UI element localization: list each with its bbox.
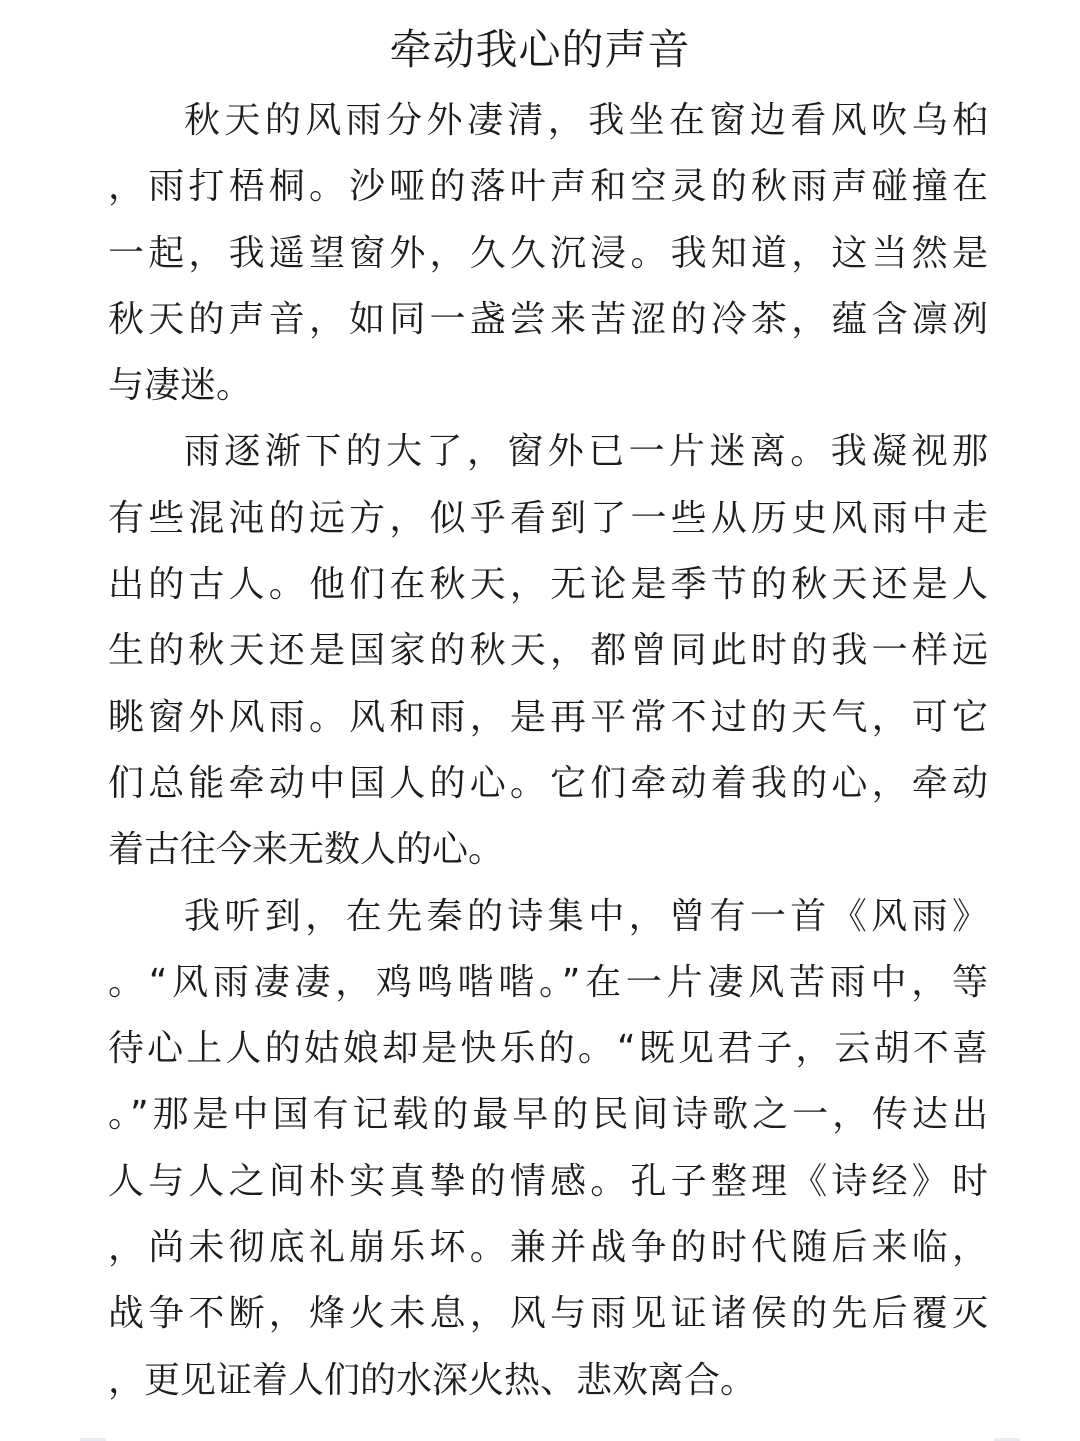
text-line: 有些混沌的远方，似乎看到了一些从历史风雨中走: [108, 497, 988, 539]
paragraph-1: [108, 88, 988, 419]
essay-body: [108, 88, 988, 1414]
text-line: 着古往今来无数人的心。: [108, 829, 505, 871]
text-line: 与凄迷。: [108, 365, 253, 407]
text-line: ，尚未彻底礼崩乐坏。兼并战争的时代随后来临，: [108, 1227, 988, 1269]
text-line: ，更见证着人们的水深火热、悲欢离合。: [108, 1359, 757, 1401]
text-line: 我听到，在先秦的诗集中，曾有一首《风雨》: [184, 895, 988, 937]
text-line: 战争不断，烽火未息，风与雨见证诸侯的先后覆灭: [108, 1293, 988, 1335]
text-line: 秋天的风雨分外凄清，我坐在窗边看风吹乌桕: [184, 100, 988, 141]
text-line: 眺窗外风雨。风和雨，是再平常不过的天气，可它: [108, 696, 988, 738]
text-line: ，雨打梧桐。沙哑的落叶声和空灵的秋雨声碰撞在: [108, 166, 988, 208]
text-line: 雨逐渐下的大了，窗外已一片迷离。我凝视那: [184, 431, 988, 473]
text-line: 们总能牵动中国人的心。它们牵动着我的心，牵动: [108, 762, 988, 804]
paragraph-3: [108, 884, 988, 1414]
text-line: 出的古人。他们在秋天，无论是季节的秋天还是人: [108, 564, 988, 606]
text-line: 。”那是中国有记载的最早的民间诗歌之一，传达出: [108, 1094, 988, 1136]
text-line: 。“风雨凄凄，鸡鸣喈喈。”在一片凄风苦雨中，等: [108, 961, 988, 1003]
essay-title: 牵动我心的声音: [389, 25, 691, 74]
paragraph-2: [108, 419, 988, 883]
text-line: 待心上人的姑娘却是快乐的。“既见君子，云胡不喜: [108, 1028, 988, 1070]
text-line: 秋天的声音，如同一盏尝来苦涩的冷茶，蕴含凛冽: [108, 298, 988, 340]
text-line: 一起，我遥望窗外，久久沉浸。我知道，这当然是: [108, 232, 988, 274]
text-line: 人与人之间朴实真挚的情感。孔子整理《诗经》时: [108, 1160, 988, 1202]
text-line: 生的秋天还是国家的秋天，都曾同此时的我一样远: [108, 630, 988, 672]
